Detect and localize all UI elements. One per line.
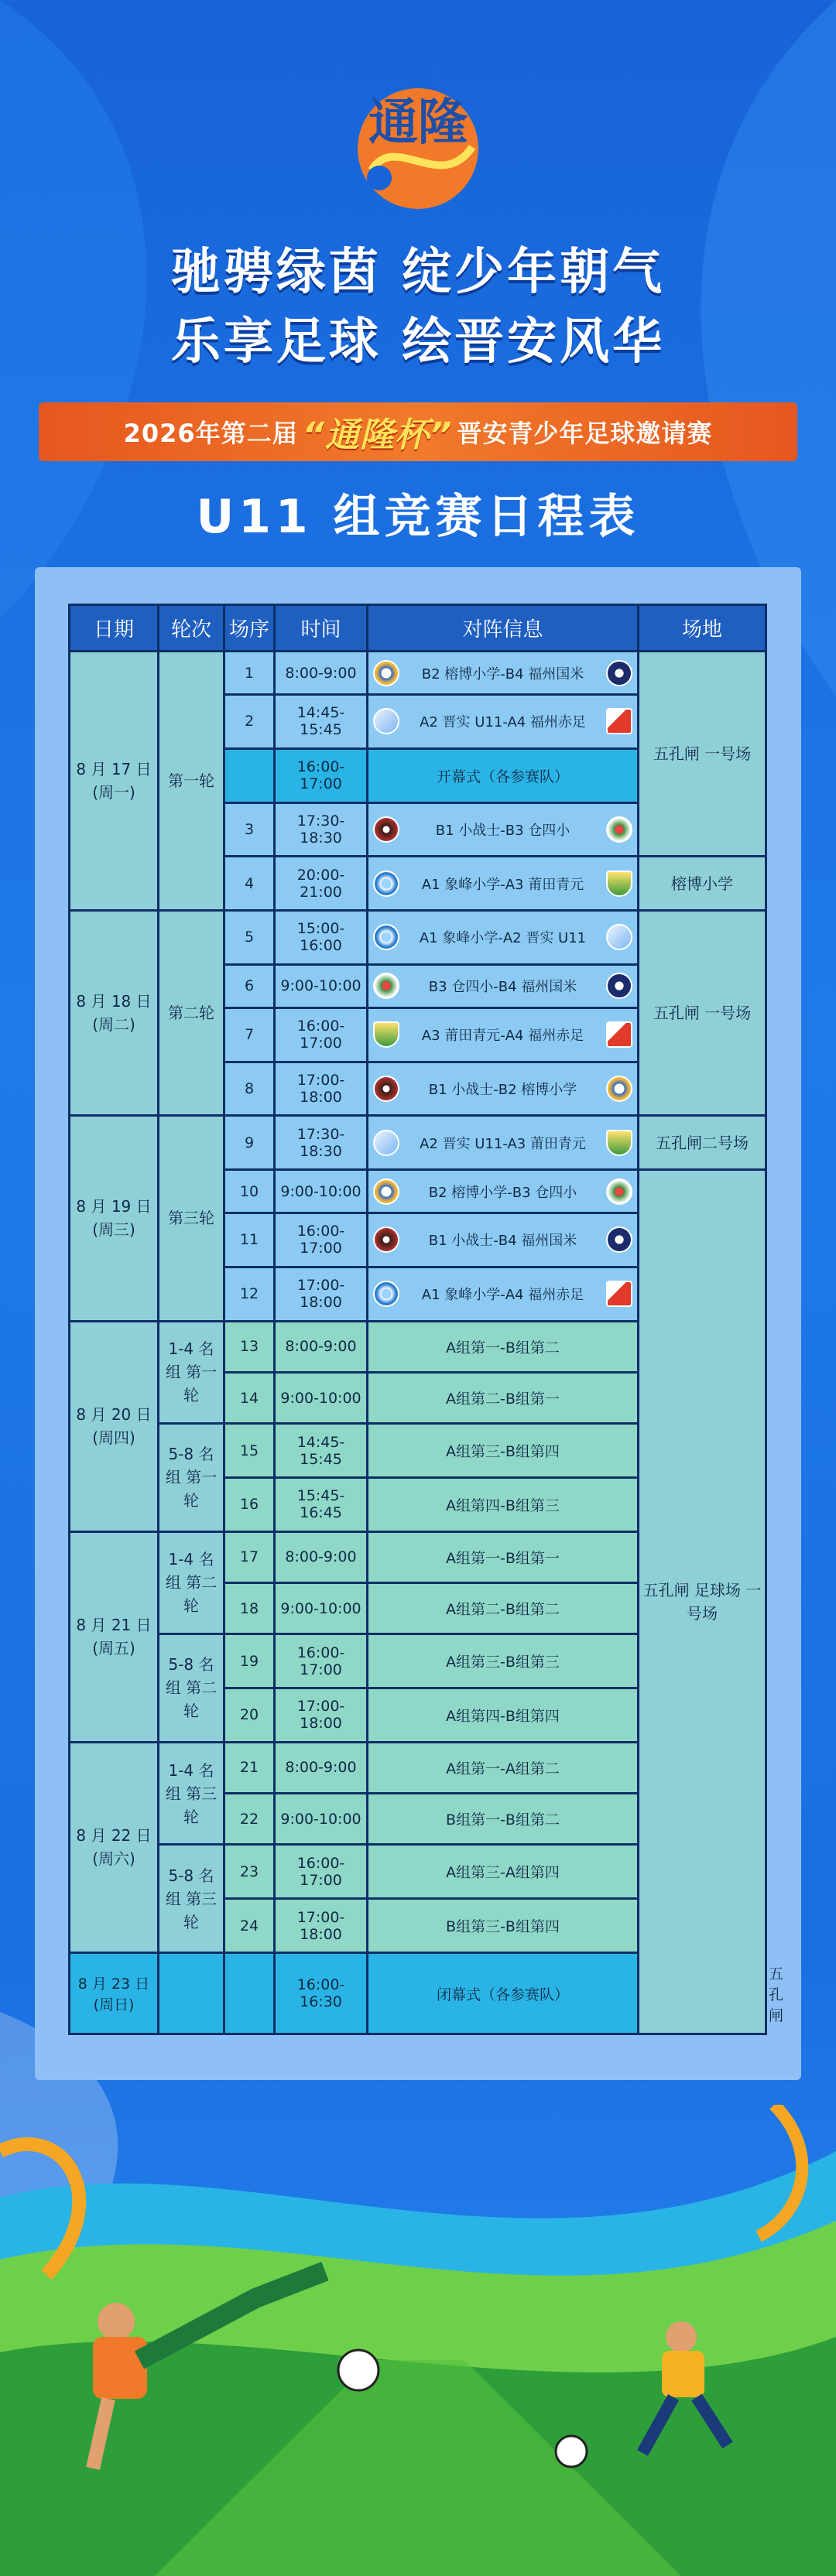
- date-cell: 8 月 17 日 (周一): [70, 652, 159, 911]
- match-no: 22: [224, 1794, 275, 1845]
- match-time: 9:00-10:00: [275, 1372, 368, 1423]
- banner-suffix: 晋安青少年足球邀请赛: [457, 419, 713, 448]
- match-time: 20:00-21:00: [275, 857, 368, 911]
- team-badge-icon: [606, 1281, 632, 1307]
- matchup: A2 晋实 U11-A4 福州赤足: [368, 695, 639, 749]
- matchup: A组第一-B组第一: [368, 1531, 639, 1582]
- team-badge-icon: [373, 1021, 399, 1048]
- tonglong-logo: [325, 62, 511, 224]
- date-cell: 8 月 23 日 (周日): [70, 1953, 159, 2034]
- match-no: 24: [224, 1899, 275, 1953]
- matchup: A1 象峰小学-A4 福州赤足: [368, 1267, 639, 1321]
- match-time: 16:00-17:00: [275, 1845, 368, 1899]
- matchup: B3 仓四小-B4 福州国米: [368, 964, 639, 1007]
- match-time: 14:45-15:45: [275, 1424, 368, 1478]
- team-badge-icon: [606, 871, 632, 897]
- matchup: A组第一-A组第二: [368, 1742, 639, 1793]
- match-no: 3: [224, 802, 275, 857]
- football-icon: [338, 2350, 379, 2390]
- matchup: B2 榕博小学-B4 福州国米: [368, 652, 639, 695]
- venue-cell: 五孔闸 足球场 一号场: [639, 1170, 766, 2034]
- matchup: B组第一-B组第二: [368, 1794, 639, 1845]
- matchup: A组第四-B组第四: [368, 1688, 639, 1742]
- match-time: 16:00-17:00: [275, 1213, 368, 1267]
- match-time: 9:00-10:00: [275, 1170, 368, 1213]
- match-no: 17: [224, 1531, 275, 1582]
- round-cell: 1-4 名 组 第二轮: [159, 1531, 224, 1634]
- match-no: 18: [224, 1582, 275, 1634]
- match-time: 8:00-9:00: [275, 1321, 368, 1372]
- match-time: 15:45-16:45: [275, 1477, 368, 1531]
- match-no: 13: [224, 1321, 275, 1372]
- match-time: 14:45-15:45: [275, 695, 368, 749]
- header-time: 时间: [275, 605, 368, 652]
- match-time: 17:00-18:00: [275, 1062, 368, 1116]
- match-no: 1: [224, 652, 275, 695]
- match-no: 16: [224, 1477, 275, 1531]
- header-round: 轮次: [159, 605, 224, 652]
- team-badge-icon: [373, 924, 399, 950]
- match-no: 15: [224, 1424, 275, 1478]
- matchup: A1 象峰小学-A3 莆田青元: [368, 857, 639, 911]
- table-header-row: [70, 605, 766, 652]
- round-cell: 第二轮: [159, 911, 224, 1116]
- match-no: 21: [224, 1742, 275, 1793]
- closing-ceremony: 闭幕式（各参赛队）: [368, 1953, 639, 2034]
- matchup: A组第三-A组第四: [368, 1845, 639, 1899]
- team-badge-icon: [606, 708, 632, 734]
- match-no: 12: [224, 1267, 275, 1321]
- matchup: A组第三-B组第四: [368, 1424, 639, 1478]
- round-cell: 1-4 名 组 第三轮: [159, 1742, 224, 1845]
- team-badge-icon: [373, 1179, 399, 1205]
- venue-cell: 五孔闸 一号场: [639, 911, 766, 1116]
- matchup: A1 象峰小学-A2 晋实 U11: [368, 911, 639, 965]
- match-no: 5: [224, 911, 275, 965]
- matchup: A3 莆田青元-A4 福州赤足: [368, 1007, 639, 1062]
- round-cell: 5-8 名 组 第二轮: [159, 1634, 224, 1742]
- date-cell: 8 月 20 日 (周四): [70, 1321, 159, 1531]
- match-time: 17:00-18:00: [275, 1267, 368, 1321]
- matchup: A组第一-B组第二: [368, 1321, 639, 1372]
- match-no: 9: [224, 1116, 275, 1170]
- round-cell: [159, 1953, 224, 2034]
- football-icon: [556, 2436, 587, 2467]
- matchup: A组第四-B组第三: [368, 1477, 639, 1531]
- team-badge-icon: [606, 1021, 632, 1048]
- header-venue: 场地: [639, 605, 766, 652]
- match-no: 7: [224, 1007, 275, 1062]
- match-time: 8:00-9:00: [275, 1531, 368, 1582]
- matchup: B1 小战士-B2 榕博小学: [368, 1062, 639, 1116]
- match-no: 2: [224, 695, 275, 749]
- header-match-no: 场序: [224, 605, 275, 652]
- banner-cup-name: “通隆杯”: [302, 416, 453, 455]
- match-no: 19: [224, 1634, 275, 1688]
- header-date: 日期: [70, 605, 159, 652]
- matchup: B1 小战士-B3 仓四小: [368, 802, 639, 857]
- match-no: 14: [224, 1372, 275, 1423]
- match-time: 8:00-9:00: [275, 1742, 368, 1793]
- date-cell: 8 月 21 日 (周五): [70, 1531, 159, 1742]
- team-badge-icon: [606, 1226, 632, 1253]
- schedule-table: [68, 604, 767, 2035]
- match-time: 16:00-16:30: [275, 1953, 368, 2034]
- slogan-line-1: 驰骋绿茵 绽少年朝气: [170, 244, 666, 301]
- venue-cell: 五孔闸 一号场: [639, 652, 766, 857]
- team-badge-icon: [606, 660, 632, 686]
- match-no: 6: [224, 964, 275, 1007]
- team-badge-icon: [373, 1281, 399, 1307]
- matchup: A组第二-B组第二: [368, 1582, 639, 1634]
- team-badge-icon: [373, 816, 399, 843]
- match-time: 16:00-17:00: [275, 1007, 368, 1062]
- match-no: 4: [224, 857, 275, 911]
- team-badge-icon: [606, 1076, 632, 1102]
- matchup: A组第三-B组第三: [368, 1634, 639, 1688]
- match-time: 17:00-18:00: [275, 1899, 368, 1953]
- matchup: B2 榕博小学-B3 仓四小: [368, 1170, 639, 1213]
- match-time: 9:00-10:00: [275, 964, 368, 1007]
- header-matchup: 对阵信息: [368, 605, 639, 652]
- match-time: 16:00-17:00: [275, 1634, 368, 1688]
- event-banner: [39, 402, 797, 461]
- round-cell: 第一轮: [159, 652, 224, 911]
- match-no: 20: [224, 1688, 275, 1742]
- date-cell: 8 月 18 日 (周二): [70, 911, 159, 1116]
- team-badge-icon: [373, 871, 399, 897]
- page-title: U11 组竞赛日程表: [196, 490, 640, 544]
- logo-char-1: 通隆: [368, 94, 468, 152]
- match-no: 23: [224, 1845, 275, 1899]
- slogan-line-2: 乐享足球 绘晋安风华: [170, 313, 666, 371]
- round-cell: 第三轮: [159, 1116, 224, 1321]
- match-time: 17:30-18:30: [275, 1116, 368, 1170]
- round-cell: 1-4 名 组 第一轮: [159, 1321, 224, 1424]
- matchup: B组第三-B组第四: [368, 1899, 639, 1953]
- team-badge-icon: [373, 1226, 399, 1253]
- team-badge-icon: [373, 708, 399, 734]
- team-badge-icon: [373, 973, 399, 999]
- match-time: 17:00-18:00: [275, 1688, 368, 1742]
- team-badge-icon: [373, 1130, 399, 1156]
- match-no: 8: [224, 1062, 275, 1116]
- opening-ceremony: 开幕式（各参赛队）: [368, 748, 639, 802]
- venue-cell: 五孔闸二号场: [639, 1116, 766, 1170]
- match-no: 11: [224, 1213, 275, 1267]
- match-time: 9:00-10:00: [275, 1582, 368, 1634]
- team-badge-icon: [373, 660, 399, 686]
- round-cell: 5-8 名 组 第一轮: [159, 1424, 224, 1531]
- table-row: [70, 1116, 766, 1170]
- round-cell: 5-8 名 组 第三轮: [159, 1845, 224, 1953]
- team-badge-icon: [606, 973, 632, 999]
- banner-prefix: 2026年第二届: [123, 419, 298, 448]
- team-badge-icon: [606, 1179, 632, 1205]
- table-row: [70, 652, 766, 695]
- table-row: [70, 911, 766, 965]
- team-badge-icon: [373, 1076, 399, 1102]
- football-pitch-illustration: [0, 2105, 836, 2576]
- match-time: 17:30-18:30: [275, 802, 368, 857]
- match-time: 9:00-10:00: [275, 1794, 368, 1845]
- match-time: 15:00-16:00: [275, 911, 368, 965]
- date-cell: 8 月 19 日 (周三): [70, 1116, 159, 1321]
- matchup: A2 晋实 U11-A3 莆田青元: [368, 1116, 639, 1170]
- team-badge-icon: [606, 816, 632, 843]
- matchup: B1 小战士-B4 福州国米: [368, 1213, 639, 1267]
- date-cell: 8 月 22 日 (周六): [70, 1742, 159, 1952]
- match-no: 10: [224, 1170, 275, 1213]
- venue-cell: 榕博小学: [639, 857, 766, 911]
- matchup: A组第二-B组第一: [368, 1372, 639, 1423]
- match-time: 16:00-17:00: [275, 748, 368, 802]
- match-time: 8:00-9:00: [275, 652, 368, 695]
- team-badge-icon: [606, 1130, 632, 1156]
- match-no: [224, 1953, 275, 2034]
- match-no: [224, 748, 275, 802]
- team-badge-icon: [606, 924, 632, 950]
